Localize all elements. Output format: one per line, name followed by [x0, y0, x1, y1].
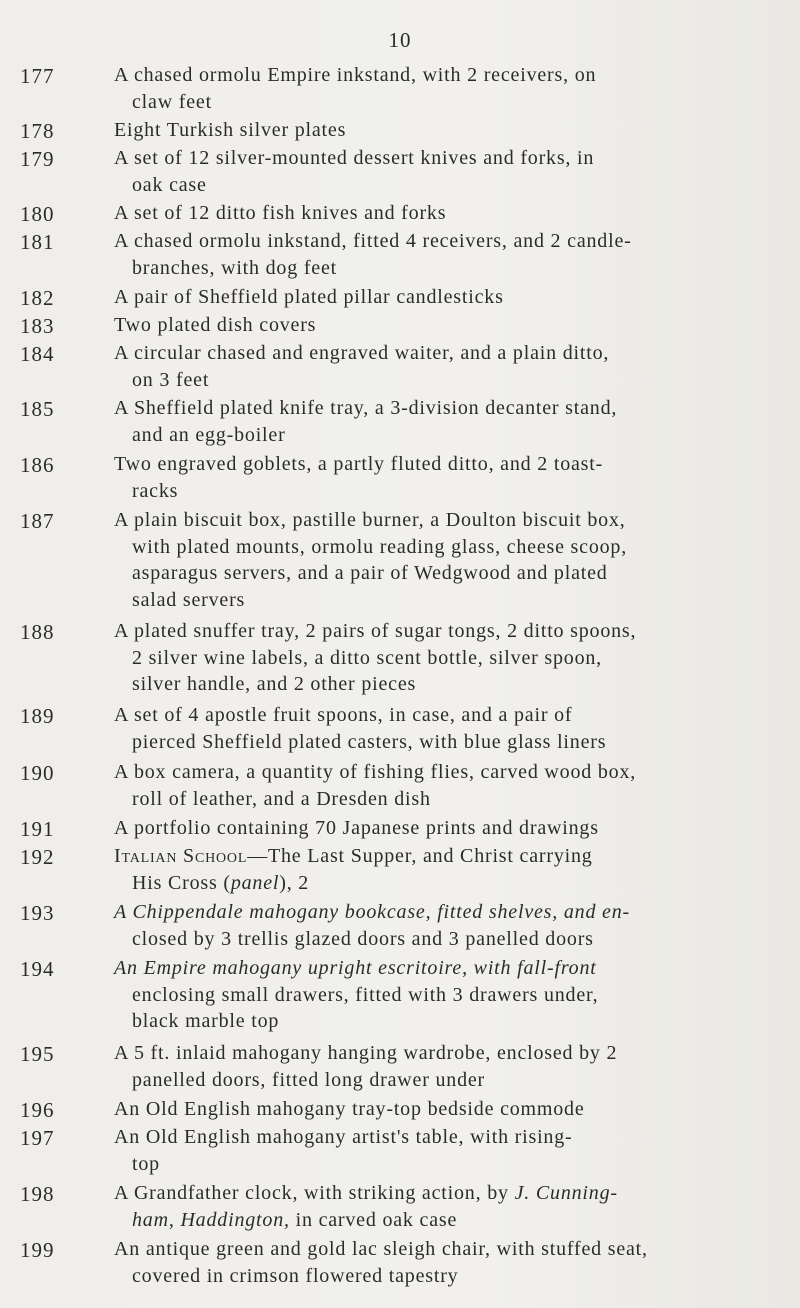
lot-description — [114, 618, 764, 698]
lot-description-line: A circular chased and engraved waiter, and a plain ditto, — [114, 342, 610, 364]
lot-description-line: Two plated dish covers — [114, 314, 317, 336]
lot-number: 194 — [20, 957, 55, 981]
lot-description-line: A portfolio containing 70 Japanese prints and drawings — [114, 817, 599, 839]
lot-number: 189 — [20, 704, 55, 728]
lot-description — [114, 451, 764, 504]
lot-description-line: asparagus servers, and a pair of Wedgwood and plated — [132, 562, 608, 584]
lot-description-line: A plated snuffer tray, 2 pairs of sugar tongs, 2 ditto spoons, — [114, 620, 637, 642]
lot-description — [114, 284, 764, 311]
lot-description — [114, 1236, 764, 1289]
lot-number: 188 — [20, 620, 55, 644]
lot-description-line: An Old English mahogany artist's table, with rising- — [114, 1126, 573, 1148]
lot-number: 198 — [20, 1182, 55, 1206]
lot-description-fragment: His Cross ( — [132, 871, 231, 894]
lot-description-line: oak case — [132, 173, 207, 196]
lot-description — [114, 1040, 764, 1093]
lot-number: 182 — [20, 286, 55, 310]
lot-description — [114, 843, 764, 896]
lot-description-line: covered in crimson flowered tapestry — [132, 1264, 459, 1287]
lot-description-fragment: in carved oak case — [289, 1208, 458, 1231]
lot-description-line: Eight Turkish silver plates — [114, 119, 347, 141]
lot-description-line — [114, 1207, 764, 1234]
lot-description-line: with plated mounts, ormolu reading glass, cheese scoop, — [132, 535, 628, 558]
lot-description-line: racks — [132, 479, 179, 502]
lot-description-line: A plain biscuit box, pastille burner, a Doulton biscuit box, — [114, 509, 626, 531]
lot-number: 197 — [20, 1126, 55, 1150]
lot-number: 190 — [20, 761, 55, 785]
lot-description-line: top — [132, 1152, 160, 1175]
lot-description-line: salad servers — [132, 588, 246, 611]
lot-description-line: A box camera, a quantity of fishing flies, carved wood box, — [114, 761, 637, 783]
lot-number: 179 — [20, 147, 55, 171]
lot-description-fragment: ), 2 — [279, 871, 310, 894]
lot-description-line: —The Last Supper, and Christ carrying — [247, 845, 593, 867]
lot-description — [114, 395, 764, 448]
lot-number: 195 — [20, 1042, 55, 1066]
lot-number: 192 — [20, 845, 55, 869]
lot-number: 186 — [20, 453, 55, 477]
lot-description-line: A set of 4 apostle fruit spoons, in case, and a pair of — [114, 704, 573, 726]
lot-description — [114, 200, 764, 227]
lot-description-line: A pair of Sheffield plated pillar candlesticks — [114, 286, 504, 308]
lot-number: 180 — [20, 202, 55, 226]
lot-description-line: on 3 feet — [132, 368, 210, 391]
lot-number: 178 — [20, 119, 55, 143]
lot-description-line: An antique green and gold lac sleigh chair, with stuffed seat, — [114, 1238, 648, 1260]
lot-number: 181 — [20, 230, 55, 254]
lot-description-line: Two engraved goblets, a partly fluted ditto, and 2 toast- — [114, 453, 604, 475]
lot-description-line: pierced Sheffield plated casters, with blue glass liners — [132, 730, 607, 753]
lot-description-fragment: J. Cunning- — [514, 1182, 618, 1204]
lot-description-line: roll of leather, and a Dresden dish — [132, 787, 431, 810]
lot-description — [114, 117, 764, 144]
lot-description-line: A chased ormolu Empire inkstand, with 2 receivers, on — [114, 64, 597, 86]
lot-number: 184 — [20, 342, 55, 366]
lot-description-line: A Sheffield plated knife tray, a 3-division decanter stand, — [114, 397, 618, 419]
lot-description-line: claw feet — [132, 90, 212, 113]
lot-description-line: and an egg-boiler — [132, 423, 286, 446]
lot-number: 191 — [20, 817, 55, 841]
lot-description-line: silver handle, and 2 other pieces — [132, 673, 417, 695]
lot-description-line: panelled doors, fitted long drawer under — [132, 1068, 486, 1091]
page-number: 10 — [388, 28, 412, 52]
lot-description — [114, 702, 764, 755]
lot-number: 193 — [20, 901, 55, 925]
lot-description-fragment: A Grandfather clock, with striking action, by — [114, 1182, 515, 1204]
lot-description-line: A set of 12 silver-mounted dessert knives and forks, in — [114, 147, 595, 169]
lot-description — [114, 1124, 764, 1177]
lot-description — [114, 1096, 764, 1123]
lot-description — [114, 340, 764, 393]
lot-number: 199 — [20, 1238, 55, 1262]
lot-description-line: A chased ormolu inkstand, fitted 4 receivers, and 2 candle- — [114, 230, 632, 252]
lot-description-fragment: panel — [230, 871, 280, 894]
lot-description-line: A set of 12 ditto fish knives and forks — [114, 202, 447, 224]
lot-description — [114, 312, 764, 339]
lot-description — [114, 62, 764, 115]
lot-number: 177 — [20, 64, 55, 88]
lot-description — [114, 759, 764, 812]
lot-school: Italian School — [114, 845, 248, 867]
lot-description-line: An Empire mahogany upright escritoire, with fall-front — [114, 957, 597, 979]
lot-description-line: An Old English mahogany tray-top bedside commode — [114, 1098, 585, 1120]
lot-number: 196 — [20, 1098, 55, 1122]
lot-description-line: branches, with dog feet — [132, 256, 338, 279]
lot-description-line — [114, 1182, 618, 1204]
lot-description-line: A 5 ft. inlaid mahogany hanging wardrobe, enclosed by 2 — [114, 1042, 618, 1064]
lot-description-fragment: ham, Haddington, — [132, 1208, 290, 1231]
lot-description — [114, 145, 764, 198]
lot-description-line: black marble top — [132, 1010, 280, 1032]
lot-number: 183 — [20, 314, 55, 338]
lot-description — [114, 815, 764, 842]
lot-description — [114, 899, 764, 952]
lot-description-line: A Chippendale mahogany bookcase, fitted shelves, and en- — [114, 901, 630, 923]
lot-description-line — [114, 870, 764, 897]
lot-description — [114, 507, 764, 613]
lot-description — [114, 955, 764, 1035]
lot-description-line: closed by 3 trellis glazed doors and 3 panelled doors — [132, 927, 594, 950]
lot-description-line: 2 silver wine labels, a ditto scent bottle, silver spoon, — [132, 646, 602, 669]
lot-description-line: enclosing small drawers, fitted with 3 drawers under, — [132, 983, 599, 1006]
lot-description — [114, 1180, 764, 1233]
lot-number: 187 — [20, 509, 55, 533]
lot-number: 185 — [20, 397, 55, 421]
lot-description — [114, 228, 764, 281]
